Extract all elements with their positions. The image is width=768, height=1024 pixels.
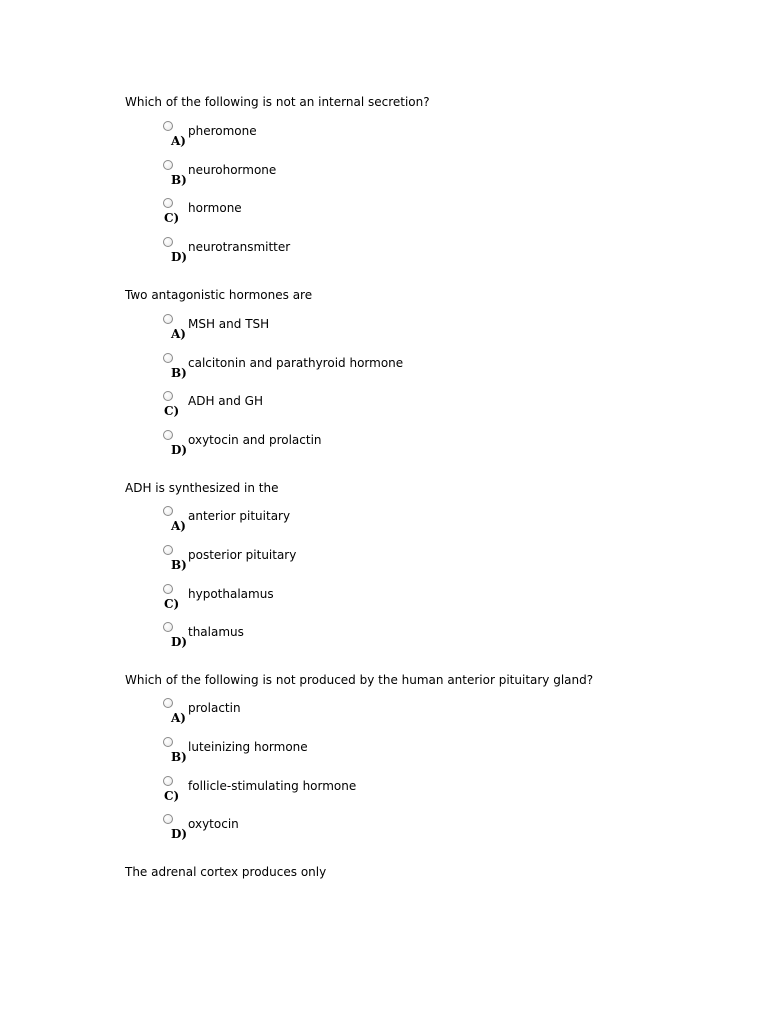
question-1-option-a[interactable] <box>163 121 583 157</box>
radio-button-icon[interactable] <box>163 237 173 247</box>
question-4-option-d[interactable] <box>163 814 583 850</box>
option-letter: D) <box>171 827 188 841</box>
radio-button-icon[interactable] <box>163 545 173 555</box>
question-3-text: ADH is synthesized in the <box>125 481 279 495</box>
radio-button-icon[interactable] <box>163 584 173 594</box>
option-letter: B) <box>171 173 187 187</box>
radio-button-icon[interactable] <box>163 737 173 747</box>
option-letter: C) <box>164 789 180 803</box>
radio-button-icon[interactable] <box>163 776 173 786</box>
option-text: pheromone <box>188 124 257 138</box>
radio-button-icon[interactable] <box>163 814 173 824</box>
radio-button-icon[interactable] <box>163 353 173 363</box>
option-text: anterior pituitary <box>188 509 291 523</box>
option-letter: B) <box>171 750 187 764</box>
radio-button-icon[interactable] <box>163 506 173 516</box>
question-4-option-b[interactable] <box>163 737 583 773</box>
question-4-text: Which of the following is not produced by the human anterior pituitary gland? <box>125 673 594 687</box>
question-4-option-c[interactable] <box>163 776 583 812</box>
option-text: MSH and TSH <box>188 317 270 331</box>
radio-button-icon[interactable] <box>163 698 173 708</box>
question-1-option-d[interactable] <box>163 237 583 273</box>
option-letter: B) <box>171 558 187 572</box>
option-letter: C) <box>164 211 180 225</box>
option-text: hypothalamus <box>188 587 274 601</box>
option-text: hormone <box>188 201 242 215</box>
question-1-option-b[interactable] <box>163 160 583 196</box>
option-letter: C) <box>164 597 180 611</box>
option-letter: B) <box>171 366 187 380</box>
question-3-option-d[interactable] <box>163 622 583 658</box>
question-2-option-c[interactable] <box>163 391 583 427</box>
radio-button-icon[interactable] <box>163 160 173 170</box>
question-3-option-b[interactable] <box>163 545 583 581</box>
radio-button-icon[interactable] <box>163 198 173 208</box>
option-letter: D) <box>171 635 188 649</box>
question-3-option-a[interactable] <box>163 506 583 542</box>
radio-button-icon[interactable] <box>163 314 173 324</box>
question-4-option-a[interactable] <box>163 698 583 734</box>
question-2-option-b[interactable] <box>163 353 583 389</box>
question-1-text: Which of the following is not an internal secretion? <box>125 95 430 109</box>
option-text: neurotransmitter <box>188 240 291 254</box>
radio-button-icon[interactable] <box>163 430 173 440</box>
option-letter: C) <box>164 404 180 418</box>
option-letter: A) <box>171 711 186 725</box>
option-text: follicle-stimulating hormone <box>188 779 357 793</box>
question-2-text: Two antagonistic hormones are <box>125 288 313 302</box>
question-2-option-a[interactable] <box>163 314 583 350</box>
question-1-option-c[interactable] <box>163 198 583 234</box>
option-text: luteinizing hormone <box>188 740 308 754</box>
option-letter: D) <box>171 250 188 264</box>
option-letter: A) <box>171 327 186 341</box>
radio-button-icon[interactable] <box>163 391 173 401</box>
radio-button-icon[interactable] <box>163 622 173 632</box>
option-letter: A) <box>171 134 186 148</box>
question-3-option-c[interactable] <box>163 584 583 620</box>
option-text: thalamus <box>188 625 244 639</box>
option-text: oxytocin and prolactin <box>188 433 322 447</box>
option-text: oxytocin <box>188 817 239 831</box>
option-text: prolactin <box>188 701 241 715</box>
option-text: posterior pituitary <box>188 548 297 562</box>
question-2-option-d[interactable] <box>163 430 583 466</box>
option-letter: A) <box>171 519 186 533</box>
question-5-text: The adrenal cortex produces only <box>125 865 327 879</box>
radio-button-icon[interactable] <box>163 121 173 131</box>
option-text: ADH and GH <box>188 394 263 408</box>
option-text: calcitonin and parathyroid hormone <box>188 356 404 370</box>
option-text: neurohormone <box>188 163 277 177</box>
option-letter: D) <box>171 443 188 457</box>
